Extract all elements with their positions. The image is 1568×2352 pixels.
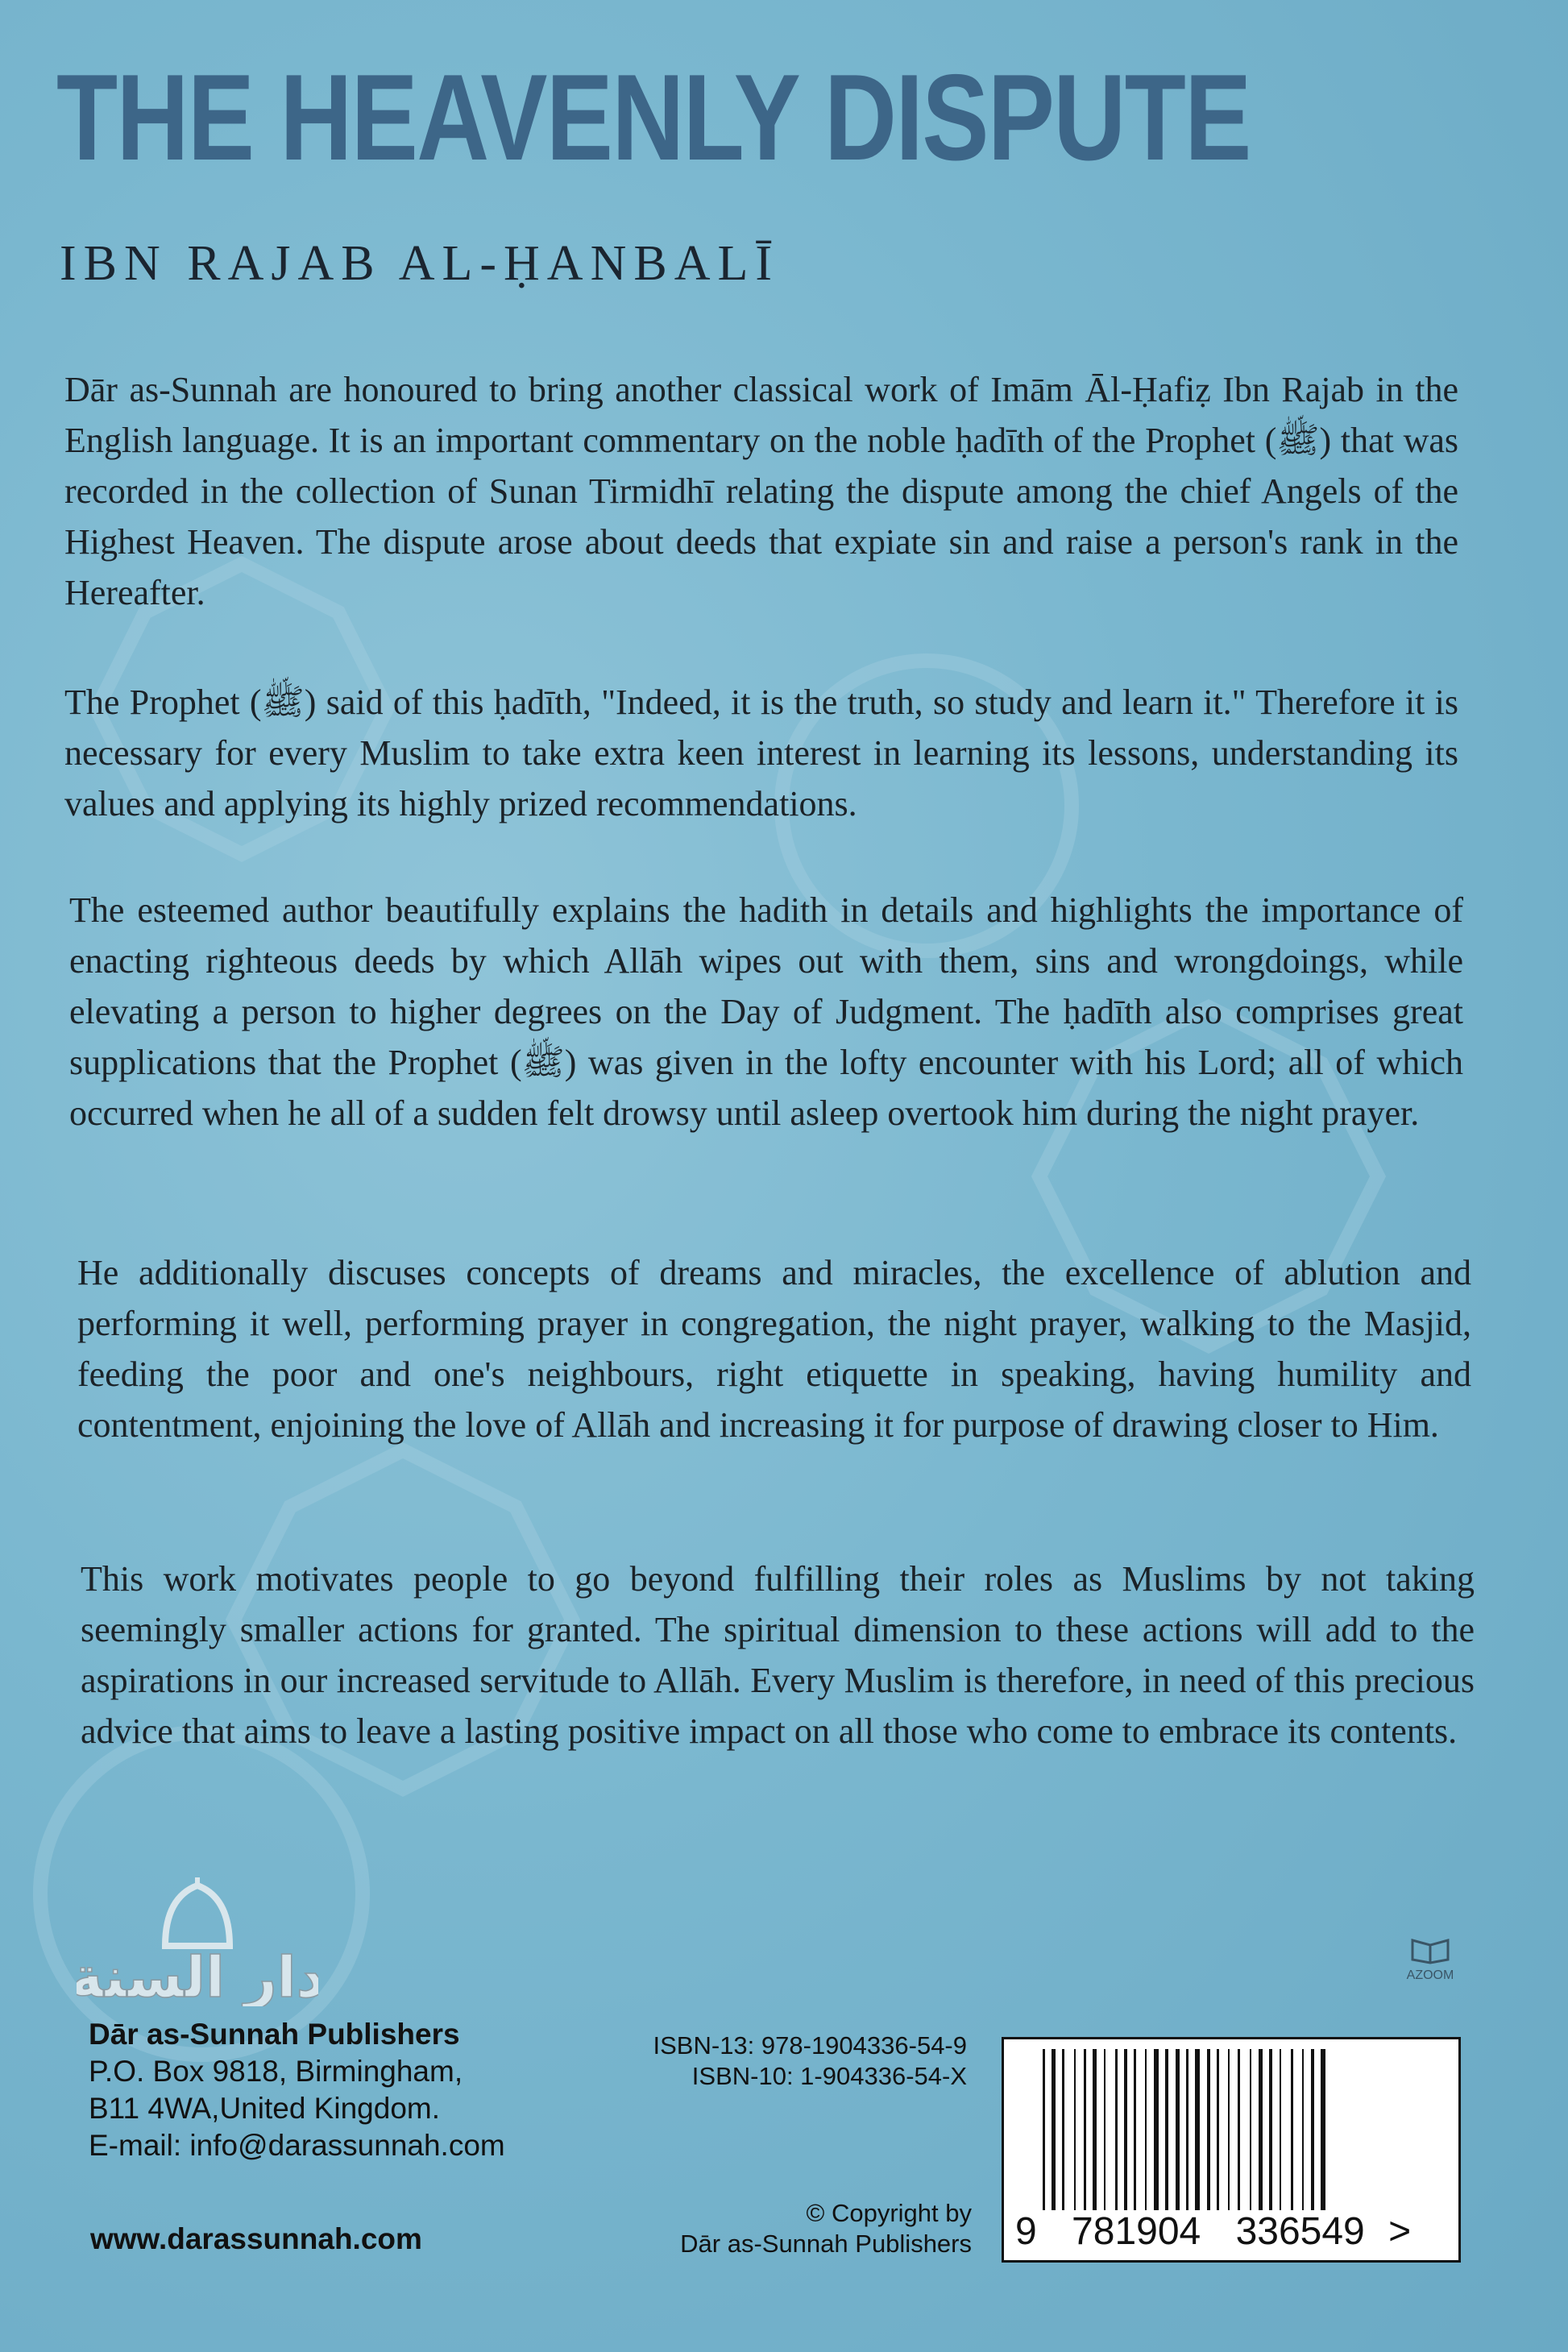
barcode-digits-group-2: 336549 xyxy=(1233,2210,1368,2253)
isbn-10: ISBN-10: 1-904336-54-X xyxy=(691,2062,967,2090)
copyright-line-1: © Copyright by xyxy=(806,2199,972,2227)
isbn-barcode xyxy=(1002,2037,1461,2263)
publisher-logo xyxy=(77,1877,318,2010)
book-icon xyxy=(1408,1932,1453,1964)
description-paragraph-3: The esteemed author beautifully explains the hadith in details and highlights the importance of enacting righteous deeds by which Allāh wipes out with them, sins and wrongdoings, while elevating a person to higher degrees on the Day of Judgment. The ḥadīth also comprises great supplications that the Prophet (ﷺ) was given in the lofty encounter with his Lord; all of which occurred when he all of a sudden felt drowsy until asleep overtook him during the night prayer. xyxy=(69,890,1463,1133)
publisher-address-line-2: B11 4WA,United Kingdom. xyxy=(89,2092,440,2125)
barcode-digits-group-1: 781904 xyxy=(1068,2210,1204,2253)
copyright-line-2: Dār as-Sunnah Publishers xyxy=(680,2230,972,2258)
publisher-email: E-mail: info@darassunnah.com xyxy=(89,2129,505,2162)
azoom-mark xyxy=(1402,1932,1458,1983)
azoom-label: AZOOM xyxy=(1406,1968,1454,1982)
author-name: IBN RAJAB AL-ḤANBALĪ xyxy=(60,236,779,291)
barcode-digit-lead: 9 xyxy=(1012,2210,1040,2253)
copyright-block xyxy=(612,2198,972,2259)
isbn-block xyxy=(628,2031,967,2092)
description-paragraph-4: He additionally discuses concepts of dreams and miracles, the excellence of ablution and performing it well, performing prayer in congregation, the night prayer, walking to the Masjid, feeding the poor and one's neighbours, right etiquette in speaking, having humility and contentment, enjoining the love of Allāh and increasing it for purpose of drawing closer to Him. xyxy=(77,1253,1471,1445)
description-paragraph-2: The Prophet (ﷺ) said of this ḥadīth, "Indeed, it is the truth, so study and learn it." Therefore it is necessary for every Muslim to take extra keen interest in learning its lessons, understanding its values and applying its highly prized recommendations. xyxy=(64,682,1458,823)
barcode-arrow: > xyxy=(1385,2210,1414,2253)
book-title: THE HEAVENLY DISPUTE xyxy=(56,49,1251,186)
barcode-digits xyxy=(1012,2209,1414,2254)
publisher-name: Dār as-Sunnah Publishers xyxy=(89,2018,460,2051)
publisher-address-block xyxy=(89,2016,505,2164)
mosque-dome-icon xyxy=(77,1877,318,2006)
publisher-logo-text: دار السنة xyxy=(77,1944,318,2006)
publisher-website: www.darassunnah.com xyxy=(90,2222,422,2255)
isbn-13: ISBN-13: 978-1904336-54-9 xyxy=(653,2031,967,2060)
publisher-address-line-1: P.O. Box 9818, Birmingham, xyxy=(89,2055,463,2088)
description-paragraph-1: Dār as-Sunnah are honoured to bring another classical work of Imām Āl-Ḥafiẓ Ibn Rajab in the English language. It is an important commentary on the noble ḥadīth of the Prophet (ﷺ) that was recorded in the collection of Sunan Tirmidhī relating the dispute among the chief Angels of the Highest Heaven. The dispute arose about deeds that expiate sin and raise a person's rank in the Hereafter. xyxy=(64,370,1458,612)
description-paragraph-5: This work motivates people to go beyond fulfilling their roles as Muslims by not taking seemingly smaller actions for granted. The spiritual dimension to these actions will add to the aspirations in our increased servitude to Allāh. Every Muslim is therefore, in need of this precious advice that aims to leave a lasting positive impact on all those who come to embrace its contents. xyxy=(81,1559,1475,1751)
